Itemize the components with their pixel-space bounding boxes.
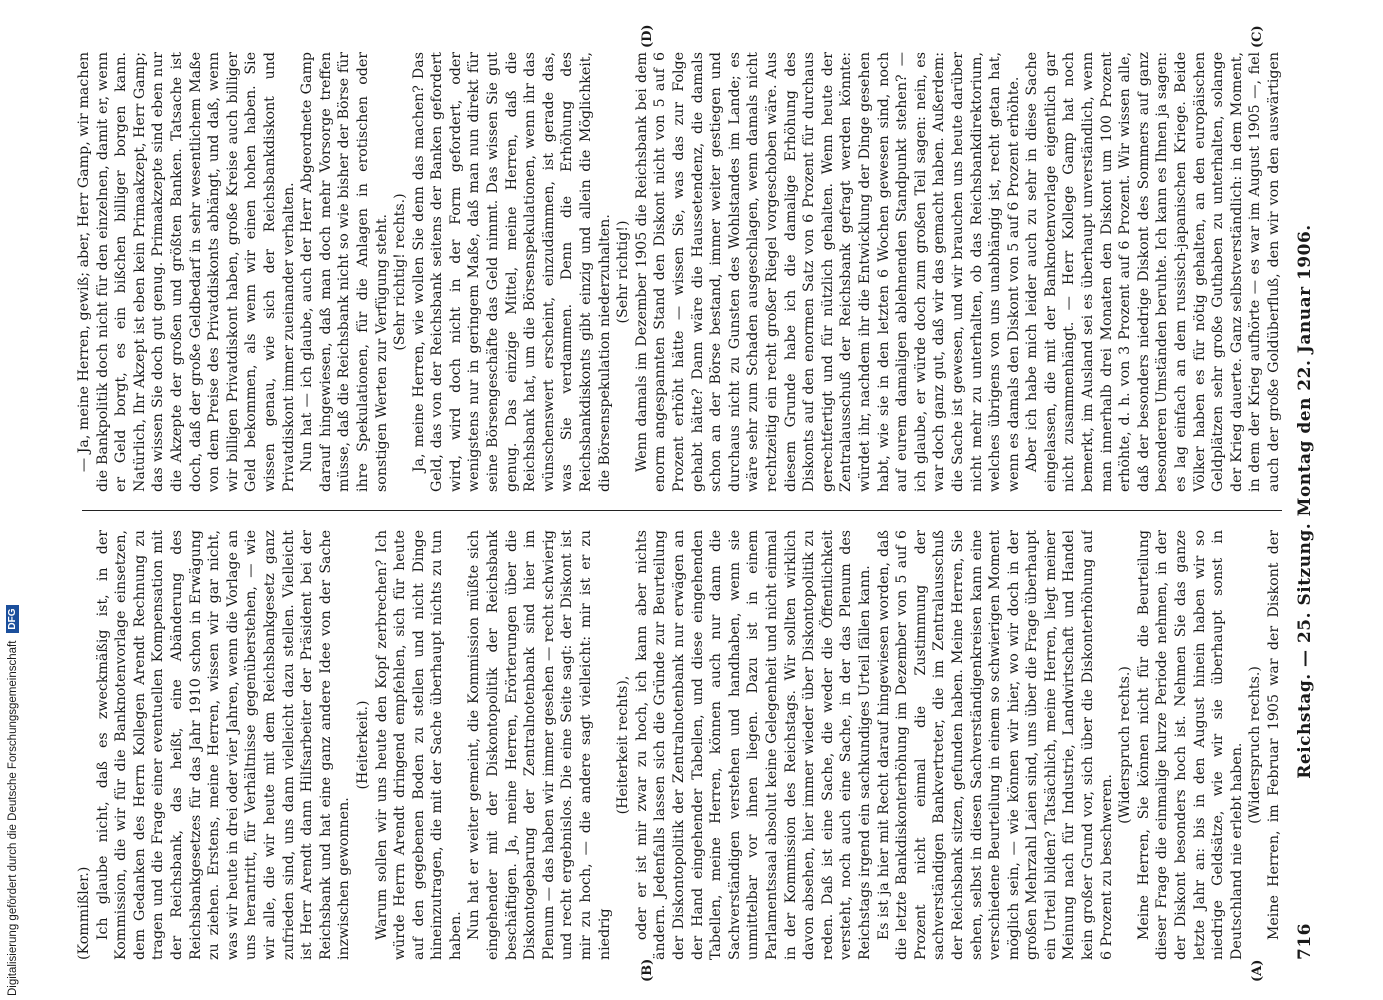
paragraph: Nun hat er weiter gemeint, die Kommission müßte sich eingehender mit der Diskontopolitik der Reichsbank beschäftigen. Ja, meine Herren, Erörterungen über die Diskontogebarung der Zentralnotenbank sind hier im Plenum — das haben wir immer gesehen — recht schwierig und recht ergebnislos. Die eine Seite sagt: der Diskont ist mir zu hoch, — die andere sagt vielleicht: mir ist er zu niedrig xyxy=(466,530,613,960)
paragraph: Ja, meine Herren, wie wollen Sie denn das machen? Das Geld, das von der Reichsbank seitens der Banken gefordert wird, wird doch nicht in der Form gefordert, oder wenigstens nur in geringem Maße, daß man nun direkt für seine Börsengeschäfte das Geld nimmt. Das wissen Sie gut genug. Das einzige Mittel, meine Herren, daß die Reichsbank hat, um die Börsenspekulationen, wenn ihr das wünschenswert erscheint, einzudämmen, ist gerade das, was Sie verdammen. Denn die Erhöhung des Reichsbankdiskonts gibt einzig und allein die Möglichkeit, die Börsenspekulation niederzuhalten. xyxy=(410,52,613,492)
margin-marker-b: (B) xyxy=(640,958,655,982)
paragraph: Warum sollen wir uns heute den Kopf zerbrechen? Ich würde Herrn Arendt dringend empfehlen, sich für heute auf den gegebenen Boden zu stellen und nicht Dinge hineinzutragen, die mit der Sache überhaupt nichts zu tun haben. xyxy=(373,530,464,960)
paragraph: — Ja, meine Herren, gewiß; aber, Herr Gamp, wir machen die Bankpolitik doch nicht für den einzelnen, damit er, wenn er Geld borgt, es ein bißchen billiger borgen kann. Natürlich, Ihr Akzept ist eben kein Primaakzept, Herr Gamp; das wissen Sie doch gut genug. Primaakzepte sind eben nur die Akzepte der großen und größten Banken. Tatsache ist doch, daß der große Geldbedarf in sehr wesentlichem Maße von dem Preise des Privatdiskonts abhängt, und daß, wenn wir billigen Privatdiskont haben, große Kreise auch billiger Geld bekommen, als wenn wir einen hohen haben. Sie wissen genau, wie sich der Reichsbankdiskont und Privatdiskont immer zueinander verhalten. xyxy=(76,52,297,492)
interjection: (Widerspruch rechts.) xyxy=(1117,666,1134,824)
footer-strip xyxy=(0,0,25,1000)
margin-marker-d: (D) xyxy=(640,24,655,48)
margin-marker-a: (A) xyxy=(1250,959,1265,982)
footer xyxy=(0,0,25,1000)
paragraph: Aber ich habe mich leider auch zu sehr in diese Sache eingelassen, die mit der Banknotenvorlage eigentlich gar nicht zusammenhängt. — Herr Kollege Gamp hat noch bemerkt, im Ausland sei es überhaupt unverständlich, wenn man innerhalb drei Monaten den Diskont um 100 Prozent erhöhte, d. h. von 3 Prozent auf 6 Prozent. Wir wissen alle, daß der besonders niedrige Diskont des Sommers auf ganz besonderen Umständen beruhte. Ich kann es Ihnen ja sagen: es lag einfach an dem russisch-japanischen Kriege. Beide Völker haben es für nötig gehalten, an den europäischen Geldplätzen sehr große Guthaben zu unterhalten, solange der Krieg dauerte. Ganz selbstverständlich: in dem Moment, in dem der Krieg aufhörte — es war im August 1905 —, fiel auch der große Goldüberfluß, den wir von den auswärtigen xyxy=(1024,52,1282,492)
paragraph: Meine Herren, im Februar 1905 war der Diskont der xyxy=(1266,530,1282,941)
dfg-logo: DFG xyxy=(6,605,19,632)
interjection: (Sehr richtig!) xyxy=(615,220,632,324)
paragraph: Wenn damals im Dezember 1905 die Reichsbank bei dem enorm angespannten Stand den Diskont nicht von 5 auf 6 Prozent erhöht hätte — wissen Sie, was das zur Folge gehabt hätte? Dann wäre die Haussetendenz, die damals schon an der Börse bestand, immer weiter gestiegen und durchaus nicht zu Gunsten des Wohlstandes im Lande; es wäre sehr zum Schaden ausgeschlagen, wenn damals nicht rechtzeitig ein recht großer Riegel vorgeschoben wäre. Aus diesem Grunde habe ich die damalige Erhöhung des Diskonts auf den enormen Satz von 6 Prozent für durchaus gerechtfertigt und für nützlich gehalten. Wenn heute der Zentralausschuß der Reichsbank gefragt werden könnte: würdet ihr, nachdem ihr die Entwicklung der Dinge gesehen habt, wie sie in den letzten 6 Wochen gewesen sind, noch auf eurem damaligen ablehnenden Standpunkt stehen? — ich glaube, er würde doch zum großen Teil sagen: nein, es war doch ganz gut, daß wir das gemacht haben. Außerdem: die Sache ist gewesen, und wir brauchen uns heute darüber nicht mehr zu unterhalten, ob das Reichsbankdirektorium, welches übrigens von uns unabhängig ist, recht getan hat, wenn es damals den Diskont von 5 auf 6 Prozent erhöhte. xyxy=(633,52,1022,492)
right-column xyxy=(75,52,1283,492)
paragraph: oder er ist mir zwar zu hoch, ich kann aber nichts ändern. Jedenfalls lassen sich die Gründe zur Beurteilung der Diskontopolitik der Zentralnotenbank nur erwägen an der Hand eingehender Tabellen, und diese eingehenden Tabellen, meine Herren, können auch nur dann die Sachverständigen verstehen und handhaben, wenn sie unmittelbar vor ihnen liegen. Dazu ist in einem Parlamentssaal absolut keine Gelegenheit und nicht einmal in der Kommission des Reichstags. Wir sollten wirklich davon absehen, hier immer wieder über Diskontopolitik zu reden. Daß ist eine Sache, die weder die Öffentlichkeit versteht, noch auch eine Sache, in der das Plenum des Reichstags irgend ein sachkundiges Urteil fällen kann. xyxy=(633,530,873,960)
paragraph: Ich glaube nicht, daß es zweckmäßig ist, in der Kommission, die wir für die Banknotenvorlage einsetzen, dem Gedanken des Herrn Kollegen Arendt Rechnung zu tragen und die Frage einer eventuellen Kompensation mit der Reichsbank, das heißt, eine Abänderung des Reichsbankgesetzes für das Jahr 1910 schon in Erwägung zu ziehen. Erstens, meine Herren, wissen wir gar nicht, was wir heute in drei oder vier Jahren, wenn die Vorlage an uns herantritt, für Verhältnisse gegenüberstehen, — wie wir alle, die wir heute mit dem Reichsbankgesetz ganz zufrieden sind, uns dann vielleicht dazu stellen. Vielleicht ist Herr Arendt dann Hilfsarbeiter der Präsident bei der Reichsbank und hat eine ganz andere Idee von der Sache inzwischen gewonnen. xyxy=(94,530,353,960)
paragraph: Es ist ja hier mit Recht darauf hingewiesen worden, daß die letzte Bankdiskonterhöhung im Dezember von 5 auf 6 Prozent nicht einmal die Zustimmung der sachverständigen Bankvertreter, die im Zentralausschuß der Reichsbank sitzen, gefunden haben. Meine Herren, Sie sehen, selbst in diesen Sachverständigenkreisen kann eine verschiedene Beurteilung in einem so schwierigen Moment möglich sein, — wie können wir hier, wo wir doch in der großen Mehrzahl Laien sind, uns über die Frage überhaupt ein Urteil bilden? Tatsächlich, meine Herren, liegt meiner Meinung nach für Industrie, Landwirtschaft und Handel kein großer Grund vor, sich über die Diskonterhöhung auf 6 Prozent zu beschweren. xyxy=(875,530,1115,960)
interjection: (Widerspruch rechts.) xyxy=(1247,666,1264,824)
paragraph: Meine Herren, Sie können nicht für die Beurteilung dieser Frage die einmalige kurze Periode nehmen, in der der Diskont besonders hoch ist. Nehmen Sie das ganze letzte Jahr an: bis in den August hinein haben wir so niedrige Geldsätze, wie wir sie überhaupt sonst in Deutschland nie erlebt haben. xyxy=(1135,530,1245,960)
interjection: (Heiterkeit.) xyxy=(354,700,371,790)
interjection: (Heiterkeit rechts), xyxy=(615,675,632,815)
paragraph: Nun hat — ich glaube, auch der Herr Abgeordnete Gamp darauf hingewiesen, daß man doch mehr Vorsorge treffen müsse, daß die Reichsbank nicht so wie bisher der Börse für ihre Spekulationen, für die Anlagen in erotischen oder sonstigen Werten zur Verfügung steht. xyxy=(299,52,390,492)
document-page xyxy=(0,24,1383,982)
interjection: (Sehr richtig! rechts.) xyxy=(392,193,409,351)
paragraph: (Kommißler.) xyxy=(76,866,92,960)
margin-marker-c: (C) xyxy=(1250,25,1265,48)
page-header xyxy=(1290,40,1320,960)
left-column xyxy=(75,530,1283,960)
page-title: Reichstag. — 25. Sitzung. Montag den 22. Januar 1906. xyxy=(1295,224,1315,779)
footer-credit: Digitalisierung gefördert durch die Deutsche Forschungsgemeinschaft xyxy=(6,640,19,996)
page-number: 716 xyxy=(1295,923,1315,960)
column-divider xyxy=(82,510,1282,511)
